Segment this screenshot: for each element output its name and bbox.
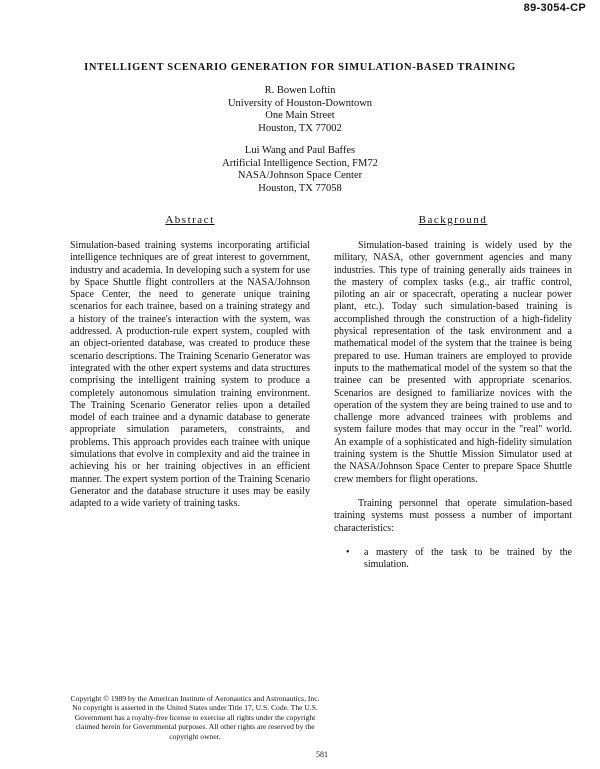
abstract-column	[70, 240, 310, 511]
author-block-1	[0, 85, 600, 135]
bullet-icon: •	[346, 546, 350, 558]
background-heading: Background	[418, 214, 488, 226]
copyright-notice: Copyright © 1989 by the American Institute of Aeronautics and Astronautics, Inc. No copyright is asserted in the United States under Title 17, U.S. Code. The U.S. Government has a royalty-free license to exercise all rights under the copyright claimed herein for Governmental purposes. All other rights are reserved by the copyright owner.	[70, 694, 320, 741]
background-paragraph-1: Simulation-based training is widely used by the military, NASA, other government agencies and many industries. This type of training generally aids trainees in the mastery of complex tasks (e.g., air traffic control, piloting an air or spacecraft, operating a nuclear power plant, etc.). Today such simulation-based training is accomplished through the construction of a high-fidelity physical representation of the task environment and a mathematical model of the system that the trainee is being prepared to use. Human trainers are employed to provide inputs to the mathematical model of the system so that the trainee can be presented with appropriate scenarios. Scenarios are designed to familiarize novices with the operation of the system they are being trained to use and to challenge more advanced trainees with problems and system failure modes that may occur in the "real" world. An example of a sophisticated and high-fidelity simulation training system is the Shuttle Mission Simulator used at the NASA/Johnson Space Center to prepare Space Shuttle crew members for flight operations.	[334, 240, 572, 485]
abstract-heading: Abstract	[165, 214, 215, 226]
paper-title: INTELLIGENT SCENARIO GENERATION FOR SIMULATION-BASED TRAINING	[84, 62, 516, 73]
background-paragraph-2: Training personnel that operate simulation-based training systems must possess a number of important characteristics:	[334, 497, 572, 534]
abstract-text: Simulation-based training systems incorporating artificial intelligence techniques are of great interest to government, industry and academia. In developing such a system for use by Space Shuttle flight controllers at the NASA/Johnson Space Center, the need to generate unique training scenarios for each trainee, based on a training strategy and a history of the trainee's interaction with the system, was addressed. A production-rule expert system, coupled with an object-oriented database, was created to produce these scenario descriptions. The Training Scenario Generator was integrated with the other expert systems and data structures comprising the intelligent training system to produce a completely autonomous simulation training environment. The Training Scenario Generator relies upon a detailed model of each trainee and a dynamic database to generate appropriate simulation parameters, constraints, and problems. This approach provides each trainee with unique simulations that evolve in complexity and aid the trainee in achieving his or her training objectives in an efficient manner. The expert system portion of the Training Scenario Generator and the database structure it uses may be easily adapted to a wide variety of training tasks.	[70, 240, 310, 510]
author-block-2	[0, 145, 600, 195]
list-item	[334, 547, 572, 572]
author-address-line: Houston, TX 77058	[258, 182, 342, 194]
page-number: 581	[316, 750, 328, 759]
author-affiliation: Artificial Intelligence Section, FM72	[222, 157, 378, 169]
author-address-line: One Main Street	[265, 110, 335, 121]
author-address-line: Houston, TX 77002	[258, 122, 342, 134]
author-affiliation: University of Houston-Downtown	[227, 97, 373, 109]
document-id: 89-3054-CP	[523, 2, 586, 14]
list-item-text: a mastery of the task to be trained by the simulation.	[364, 546, 572, 571]
author-organization: NASA/Johnson Space Center	[237, 170, 363, 181]
author-name: Lui Wang and Paul Baffes	[244, 145, 356, 156]
background-column	[334, 240, 572, 571]
author-name: R. Bowen Loftin	[264, 85, 336, 96]
